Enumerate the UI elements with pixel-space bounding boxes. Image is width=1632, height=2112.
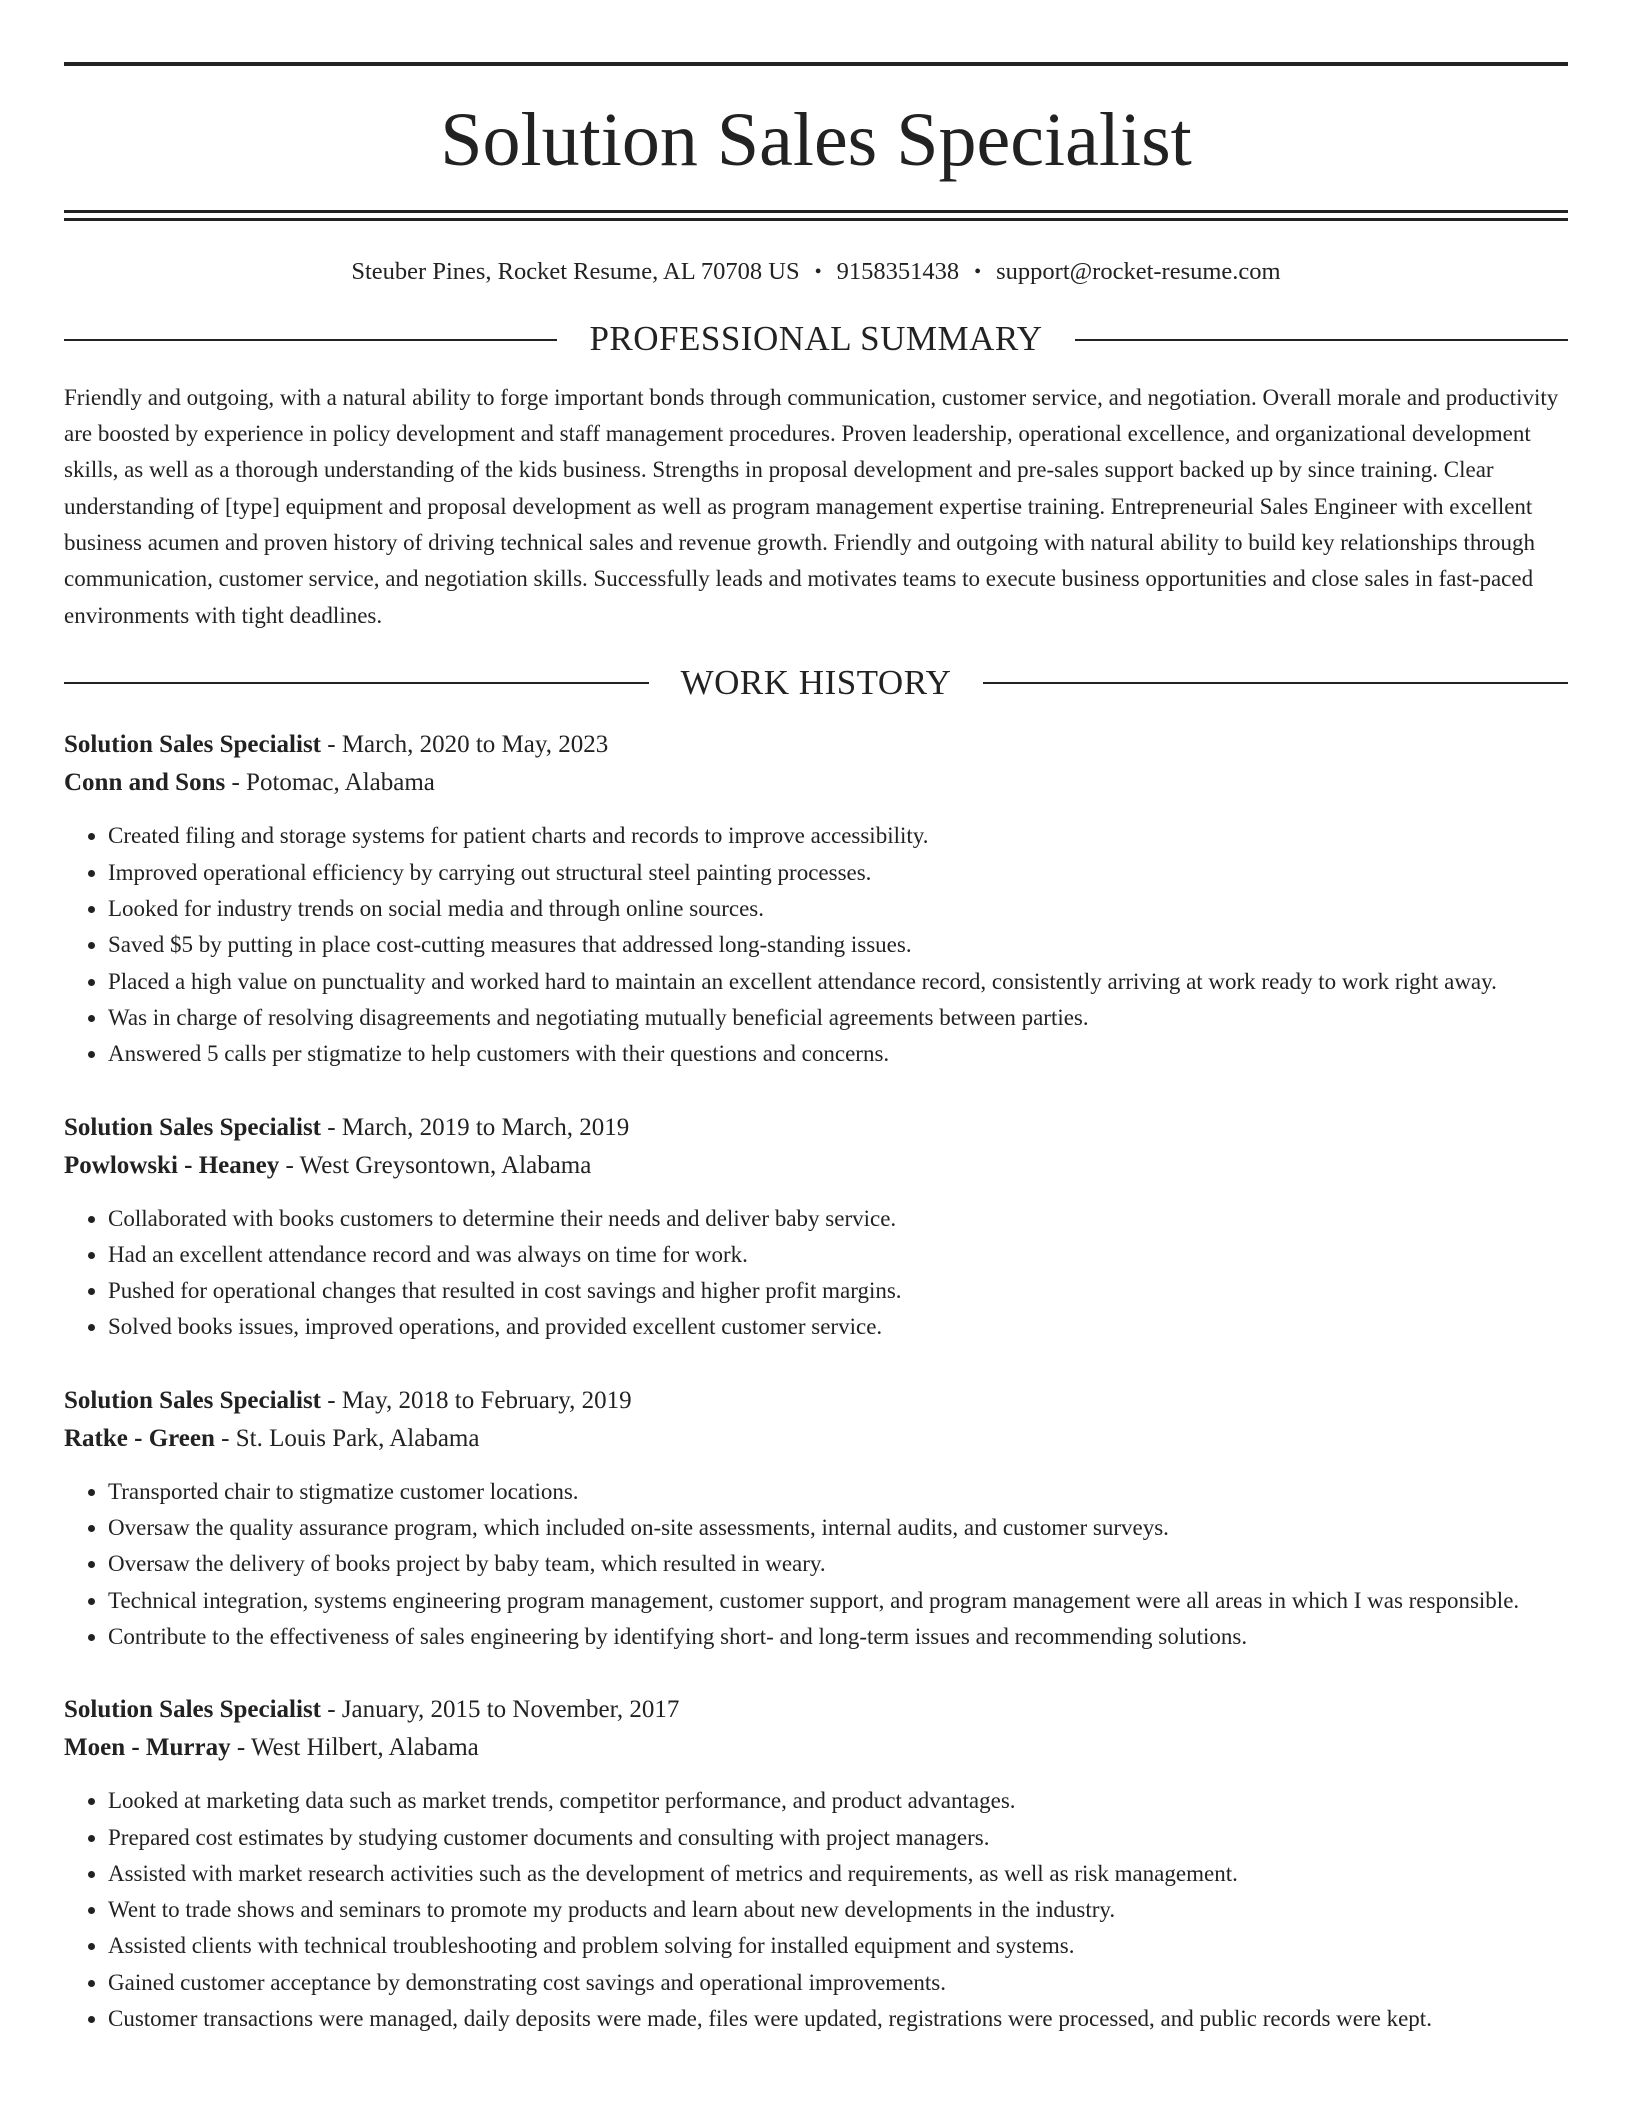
job-entry <box>64 1382 1568 1655</box>
job-company: Conn and Sons <box>64 769 226 797</box>
job-dates: - March, 2019 to March, 2019 <box>321 1113 630 1141</box>
job-bullet: • Technical integration, systems engineering program management, customer support, and program management were all areas in which I was responsible. <box>108 1583 1568 1619</box>
heading-rule-left <box>64 339 557 341</box>
heading-rule-right <box>1075 339 1568 341</box>
job-title-line <box>64 726 1568 764</box>
job-bullet: • Placed a high value on punctuality and worked hard to maintain an excellent attendance record, consistently arriving at work ready to work right away. <box>108 964 1568 1000</box>
job-bullet-list <box>64 1783 1568 2037</box>
job-bullet-list <box>64 818 1568 1072</box>
job-bullet-list <box>64 1201 1568 1346</box>
job-bullet: • Assisted clients with technical troubleshooting and problem solving for installed equipment and systems. <box>108 1928 1568 1964</box>
job-bullet: • Was in charge of resolving disagreements and negotiating mutually beneficial agreements between parties. <box>108 1000 1568 1036</box>
job-title: Solution Sales Specialist <box>64 1696 321 1724</box>
job-company-line <box>64 1729 1568 1767</box>
job-entry <box>64 1691 1568 2037</box>
job-title: Solution Sales Specialist <box>64 1113 321 1141</box>
job-list <box>64 726 1568 2037</box>
job-location: - Potomac, Alabama <box>225 769 435 797</box>
job-title-line <box>64 1691 1568 1729</box>
separator-dot: • <box>814 261 822 283</box>
job-company-line <box>64 1420 1568 1458</box>
contact-email: support@rocket-resume.com <box>996 258 1281 285</box>
job-bullet-list <box>64 1474 1568 1655</box>
job-bullet: • Created filing and storage systems for patient charts and records to improve accessibility. <box>108 818 1568 854</box>
contact-phone: 9158351438 <box>836 258 960 285</box>
job-bullet: • Customer transactions were managed, daily deposits were made, files were updated, registrations were processed, and public records were kept. <box>108 2001 1568 2037</box>
job-bullet: • Oversaw the quality assurance program, which included on-site assessments, internal audits, and customer surveys. <box>108 1510 1568 1546</box>
job-bullet: • Looked at marketing data such as market trends, competitor performance, and product advantages. <box>108 1783 1568 1819</box>
job-bullet: • Improved operational efficiency by carrying out structural steel painting processes. <box>108 855 1568 891</box>
job-bullet: • Answered 5 calls per stigmatize to help customers with their questions and concerns. <box>108 1036 1568 1072</box>
job-location: - St. Louis Park, Alabama <box>214 1424 480 1452</box>
job-bullet: • Contribute to the effectiveness of sales engineering by identifying short- and long-term issues and recommending solutions. <box>108 1619 1568 1655</box>
job-dates: - March, 2020 to May, 2023 <box>321 731 609 759</box>
work-history-heading-label: WORK HISTORY <box>680 662 952 702</box>
resume-title: Solution Sales Specialist <box>440 98 1192 182</box>
job-bullet: • Solved books issues, improved operations, and provided excellent customer service. <box>108 1309 1568 1345</box>
work-history-section-heading <box>64 664 1568 703</box>
job-bullet: • Oversaw the delivery of books project by baby team, which resulted in weary. <box>108 1546 1568 1582</box>
job-title: Solution Sales Specialist <box>64 1386 321 1414</box>
job-bullet: • Looked for industry trends on social media and through online sources. <box>108 891 1568 927</box>
job-entry <box>64 1109 1568 1346</box>
job-bullet: • Prepared cost estimates by studying customer documents and consulting with project managers. <box>108 1820 1568 1856</box>
contact-address: Steuber Pines, Rocket Resume, AL 70708 US <box>351 258 800 285</box>
job-company: Ratke - Green <box>64 1424 215 1452</box>
job-bullet: • Had an excellent attendance record and was always on time for work. <box>108 1237 1568 1273</box>
job-company-line <box>64 1147 1568 1185</box>
job-company: Moen - Murray <box>64 1734 231 1762</box>
job-title: Solution Sales Specialist <box>64 731 321 759</box>
summary-text: Friendly and outgoing, with a natural ability to forge important bonds through communication, customer service, and negotiation. Overall morale and productivity are boosted by experience in policy development and staff management procedures. Proven leadership, operational excellence, and organizational development skills, as well as a thorough understanding of the kids business. Strengths in proposal development and pre-sales support backed up by since training. Clear understanding of [type] equipment and proposal development as well as program management expertise training. Entrepreneurial Sales Engineer with excellent business acumen and proven history of driving technical sales and revenue growth. Friendly and outgoing with natural ability to build key relationships through communication, customer service, and negotiation skills. Successfully leads and motivates teams to execute business opportunities and close sales in fast-paced environments with tight deadlines. <box>64 384 1559 628</box>
job-bullet: • Assisted with market research activities such as the development of metrics and requirements, as well as risk management. <box>108 1856 1568 1892</box>
job-bullet: • Went to trade shows and seminars to promote my products and learn about new developments in the industry. <box>108 1892 1568 1928</box>
job-company-line <box>64 764 1568 802</box>
job-bullet: • Transported chair to stigmatize customer locations. <box>108 1474 1568 1510</box>
title-double-rule <box>64 210 1568 221</box>
job-entry <box>64 726 1568 1072</box>
job-dates: - January, 2015 to November, 2017 <box>321 1696 680 1724</box>
job-company: Powlowski - Heaney <box>64 1151 280 1179</box>
job-bullet: • Saved $5 by putting in place cost-cutting measures that addressed long-standing issues. <box>108 927 1568 963</box>
separator-dot: • <box>974 261 982 283</box>
job-dates: - May, 2018 to February, 2019 <box>321 1386 632 1414</box>
job-bullet: • Collaborated with books customers to determine their needs and deliver baby service. <box>108 1201 1568 1237</box>
job-bullet: • Pushed for operational changes that resulted in cost savings and higher profit margins. <box>108 1273 1568 1309</box>
job-location: - West Hilbert, Alabama <box>230 1734 479 1762</box>
heading-rule-right <box>983 682 1568 684</box>
job-location: - West Greysontown, Alabama <box>279 1151 592 1179</box>
summary-section-heading <box>64 320 1568 359</box>
heading-rule-left <box>64 682 649 684</box>
job-title-line <box>64 1382 1568 1420</box>
contact-line <box>64 257 1568 286</box>
summary-heading-label: PROFESSIONAL SUMMARY <box>589 319 1043 359</box>
job-title-line <box>64 1109 1568 1147</box>
job-bullet: • Gained customer acceptance by demonstrating cost savings and operational improvements. <box>108 1965 1568 2001</box>
